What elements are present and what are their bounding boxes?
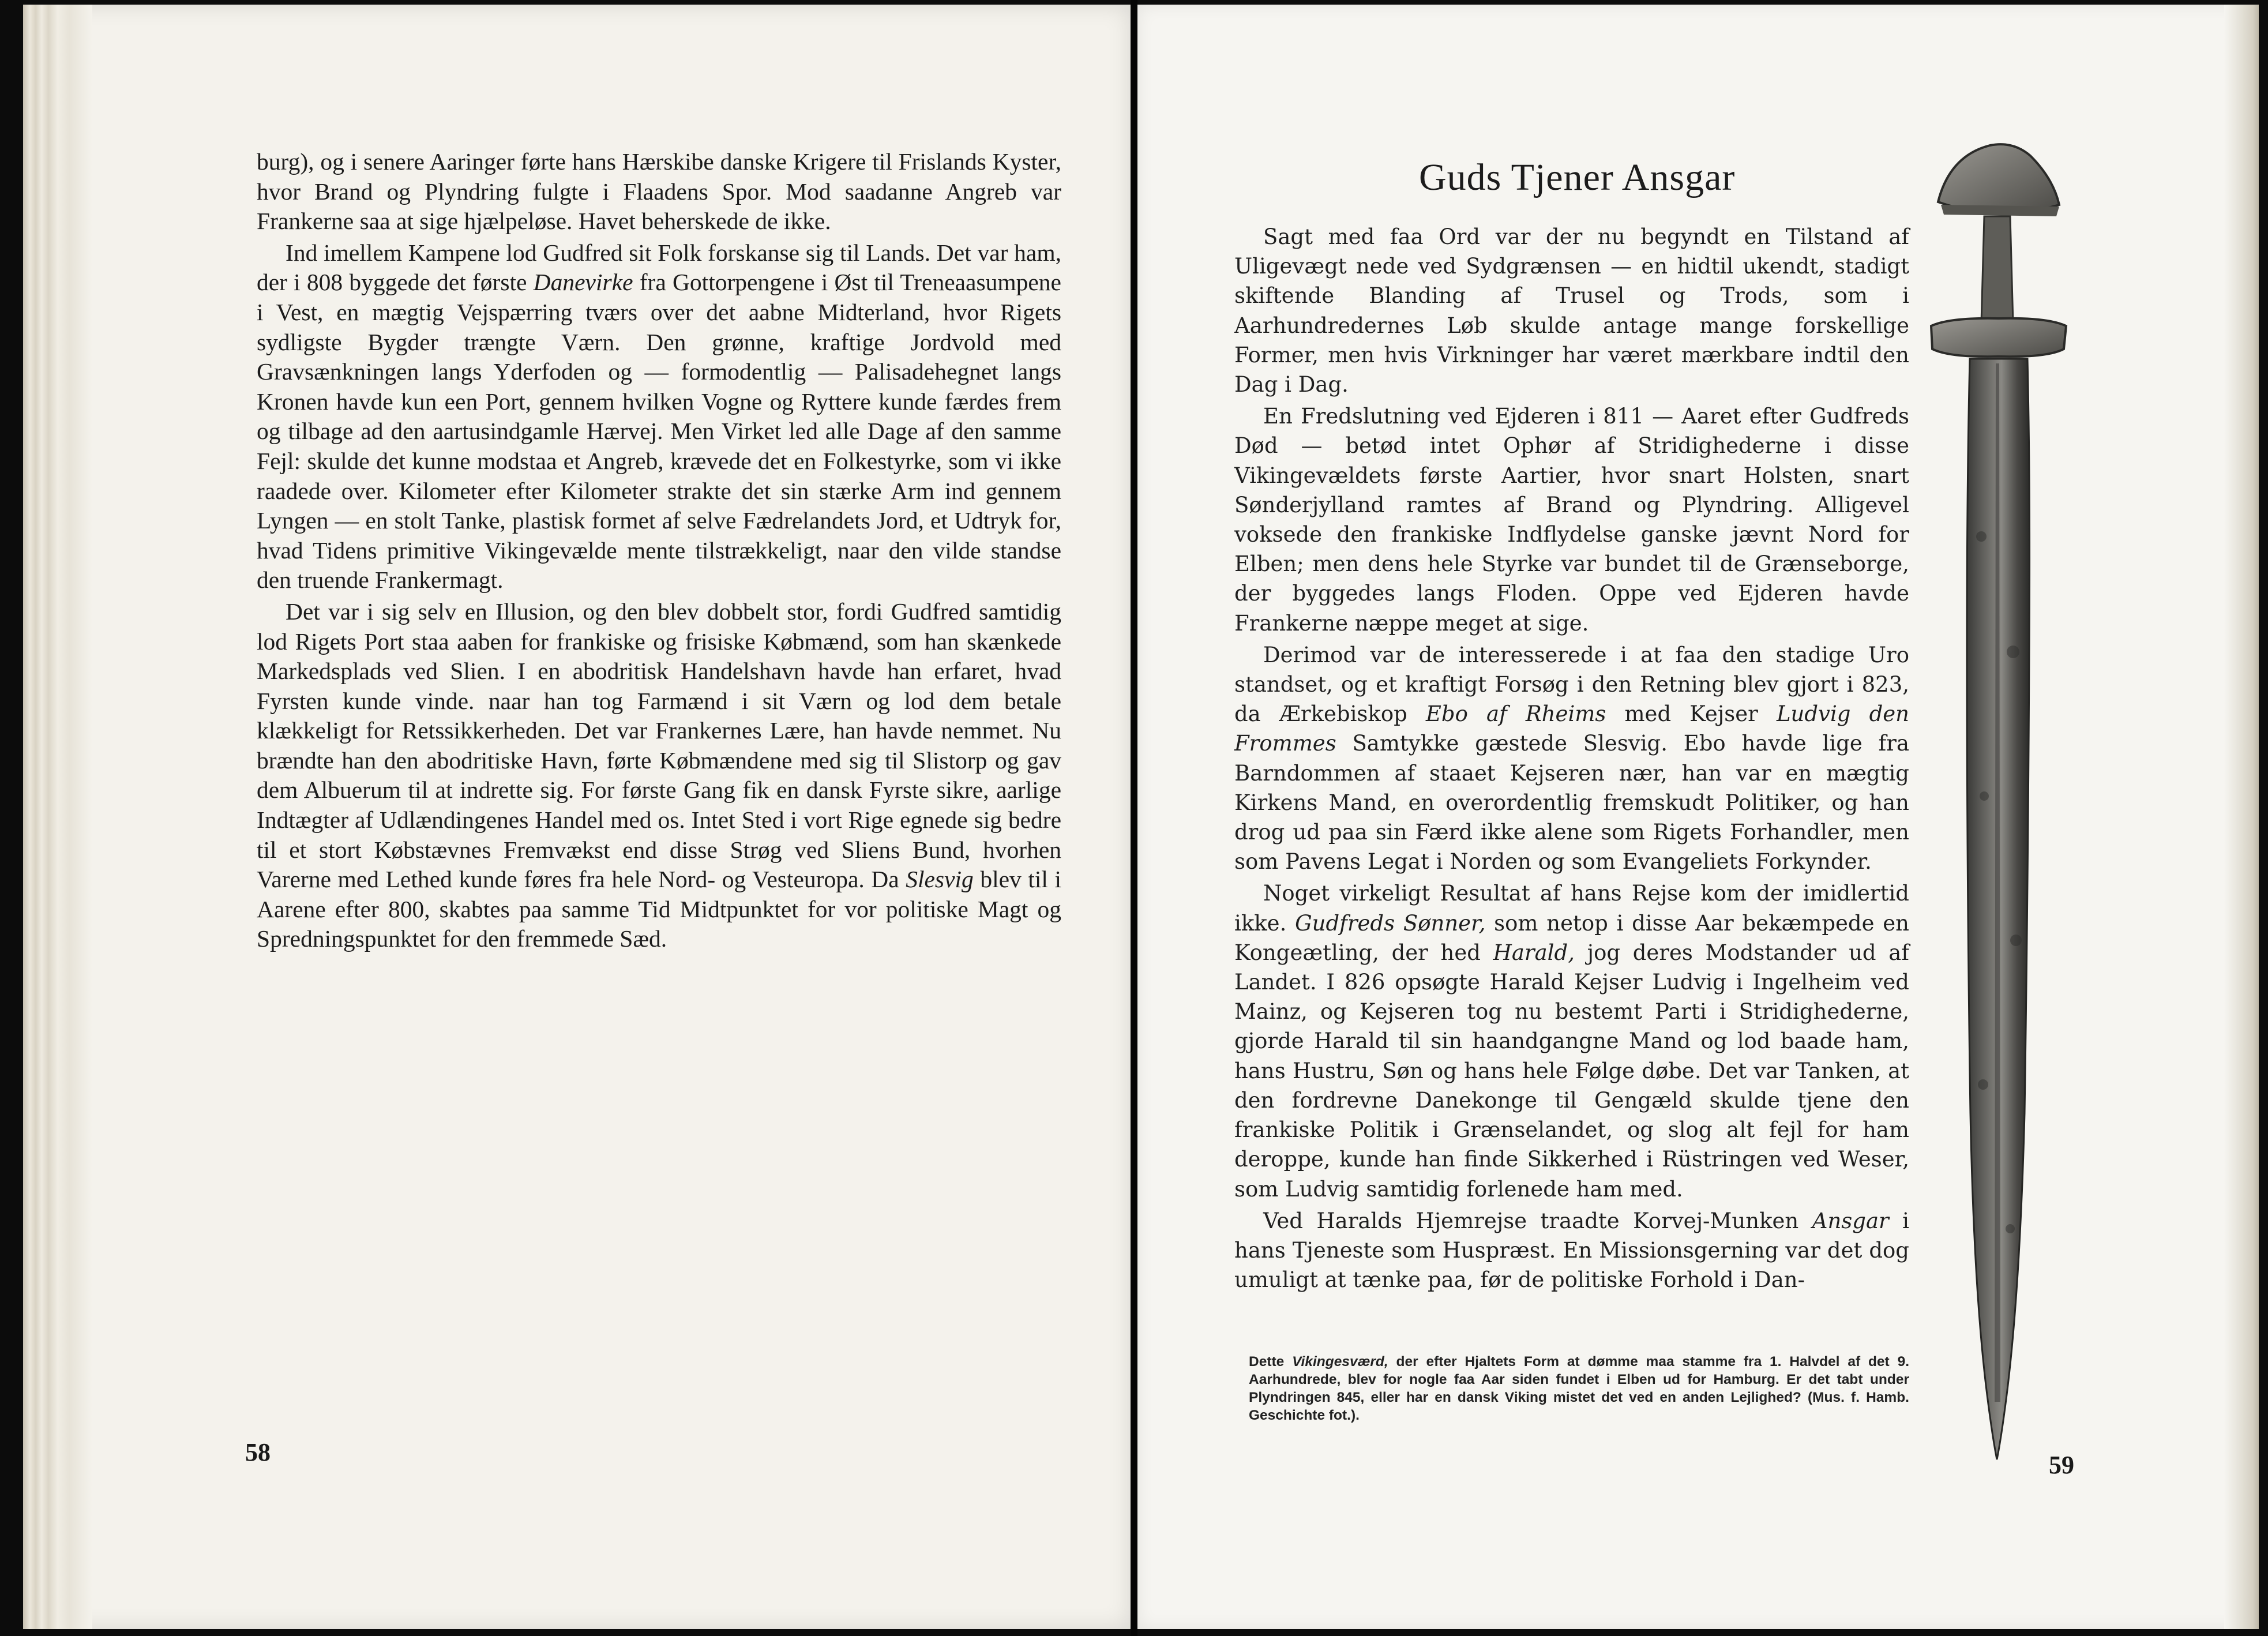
chapter-title: Guds Tjener Ansgar bbox=[1419, 156, 1736, 198]
text-run: blev til i Aarene efter 800, skabtes paa samme Tid Midtpunktet for vor politiske Magt og Spredningspunktet for den fremmede Sæd. bbox=[257, 866, 1061, 952]
text-run: Det var i sig selv en Illusion, og den blev dobbelt stor, fordi Gudfred samtidig lod Rigets Port staa aaben for frankiske og frisiske Købmænd, som han skænkede Markedsplads ved Slien. I en abodritisk Handelshavn havde han erfaret, hvad Fyrsten kunde vinde. naar han tog Farmænd i sit Værn og lod dem betale klækkeligt for Retssikkerheden. Det var Frankernes Lære, han havde nemmet. Nu brændte han den abodritiske Havn, førte Købmændene med sig til Slistorp og gav dem Albuerum til at indrette sig. For første Gang fik en dansk Fyrste sikre, aarlige Indtægter af Udlændingenes Handel med os. Intet Sted i vort Rige egnede sig bedre til et stort Købstævnes Fremvækst end disse Strøg ved Sliens Bund, hvorhen Varerne med Lethed kunde føres fra hele Nord- og Vesteuropa. Da bbox=[257, 598, 1061, 893]
text-run: i hans Tjeneste som Huspræst. En Missionsgerning var det dog umuligt at tænke paa, før de politiske Forhold i Dan- bbox=[1234, 1208, 1909, 1293]
paragraph bbox=[1234, 222, 1909, 399]
sword-grip bbox=[1981, 216, 2013, 323]
paragraph bbox=[1234, 879, 1909, 1203]
text-run: En Fredslutning ved Ejderen i 811 — Aaret efter Gudfreds Død — betød intet Ophør af Stridighederne i disse Vikingevældets første Aartier, hvor snart Holsten, snart Sønderjylland ramtes af Brand og Plyndring. Alligevel voksede den frankiske Indflydelse ganske jævnt Nord for Elben; men dens hele Styrke var bundet til de Grænseborge, der byggedes langs Floden. Oppe ved Ejderen havde Frankerne næppe meget at sige. bbox=[1234, 404, 1909, 636]
left-page-body bbox=[257, 147, 1061, 956]
text-run: burg), og i senere Aaringer førte hans Hærskibe danske Krigere til Frislands Kyster, hvor Brand og Plyndring fulgte i Flaadens Spor. Mod saadanne Angreb var Frankerne saa at sige hjælpeløse. Havet beherskede de ikke. bbox=[257, 148, 1061, 235]
text-run: Dette bbox=[1249, 1354, 1293, 1369]
right-page-body bbox=[1234, 222, 1909, 1297]
italic-text: Ebo af Rheims bbox=[1425, 701, 1606, 727]
text-run: Samtykke gæstede Slesvig. Ebo havde lige fra Barndommen af staaet Kejseren nær, han var en mægtig Kirkens Mand, en overordentlig fremskudt Politiker, og han drog ud paa sin Færd ikke alene som Rigets Forhandler, men som Pavens Legat i Norden og som Evangeliets Forkynder. bbox=[1234, 731, 1909, 875]
page-number-right: 59 bbox=[2049, 1451, 2074, 1479]
text-run: Sagt med faa Ord var der nu begyndt en Tilstand af Uligevægt nede ved Sydgrænsen — en hidtil ukendt, stadigt skiftende Blanding af Trusel og Trods, som i Aarhundredernes Løb skulde antage mange forskellige Former, men hvis Virkninger har været mærkbare indtil den Dag i Dag. bbox=[1234, 224, 1909, 397]
figure-caption bbox=[1249, 1353, 1909, 1424]
book-gutter bbox=[1131, 0, 1137, 1636]
sword-crossguard bbox=[1931, 318, 2066, 357]
italic-text: Vikingesværd, bbox=[1292, 1354, 1388, 1369]
sword-pommel bbox=[1938, 144, 2059, 212]
paragraph bbox=[1234, 1206, 1909, 1295]
text-run: Derimod var de interesserede i at faa den stadige Uro standset, og et kraftigt Forsøg i den Retning blev gjort i 823, da Ærkebiskop bbox=[1234, 642, 1909, 727]
page-edge-stack bbox=[2224, 5, 2259, 1629]
text-run: Noget virkeligt Resultat af hans Rejse kom der imidlertid ikke. bbox=[1234, 881, 1909, 936]
paragraph bbox=[1234, 640, 1909, 877]
paragraph bbox=[1234, 402, 1909, 638]
text-run: jog deres Modstander ud af Landet. I 826 opsøgte Harald Kejser Ludvig i Ingelheim ved Mainz, og Kejseren tog nu bestemt Parti i Stridighederne, gjorde Harald til sin haandgangne Mand og lod baade ham, hans Hustru, Søn og hans hele Følge døbe. Det var Tanken, at den fordrevne Danekonge til Gengæld skulde tjene den frankiske Politik i Grænselandet, og slog alt fejl for ham deroppe, kunde han finde Sikkerhed i Rüstringen ved Weser, som Ludvig samtidig forlenede ham med. bbox=[1234, 940, 1910, 1202]
paragraph bbox=[257, 147, 1061, 237]
italic-text: Ansgar bbox=[1812, 1208, 1889, 1233]
page-number-left: 58 bbox=[245, 1438, 271, 1466]
viking-sword-illustration bbox=[1915, 133, 2082, 1471]
text-run: som netop i disse Aar bekæmpede en Kongeætling, der hed bbox=[1234, 910, 1909, 965]
text-run: Ind imellem Kampene lod Gudfred sit Folk forskanse sig til Lands. Det var ham, der i 808 byggede det første bbox=[257, 239, 1061, 296]
italic-text: Slesvig bbox=[906, 866, 974, 893]
text-run: der efter Hjaltets Form at dømme maa stamme fra 1. Halvdel af det 9. Aarhundrede, blev for nogle faa Aar siden fundet i Elben ud for Hamburg. Er det tabt under Plyndringen 845, eller har en dansk Viking mistet det ved en anden Lejlighed? (Mus. f. Hamb. Geschichte fot.). bbox=[1249, 1354, 1909, 1423]
text-run: Ved Haralds Hjemrejse traadte Korvej-Munken bbox=[1263, 1208, 1812, 1233]
paragraph bbox=[257, 597, 1061, 954]
italic-text: Gudfreds Sønner, bbox=[1295, 910, 1486, 936]
italic-text: Harald, bbox=[1493, 940, 1575, 965]
paragraph bbox=[257, 238, 1061, 595]
text-run: fra Gottorpengene i Øst til Treneaasumpene i Vest, en mægtig Vejspærring tværs over det aabne Midterland, hvor Rigets sydligste Bygder trængte Værn. Den grønne, kraftige Jordvold med Gravsænkningen langs Yderfoden og — formodentlig — Palisadehegnet langs Kronen havde kun een Port, gennem hvilken Vogne og Ryttere kunde færdes frem og tilbage ad den aartusindgamle Hærvej. Men Virket led alle Dage af den samme Fejl: skulde det kunne modstaa et Angreb, krævede det en Folkestyrke, som vi ikke raadede over. Kilometer efter Kilometer strakte det sin stærke Arm ind gennem Lyngen — en stolt Tanke, plastisk formet af selve Fædrelandets Jord, et Udtryk for, hvad Tidens primitive Vikingevælde mente tilstrækkeligt, naar den vilde standse den truende Frankermagt. bbox=[257, 269, 1061, 594]
page-edge-stack bbox=[23, 5, 92, 1629]
italic-text: Ludvig den Frommes bbox=[1234, 701, 1909, 756]
text-run: med Kejser bbox=[1606, 701, 1777, 727]
italic-text: Danevirke bbox=[533, 269, 633, 296]
